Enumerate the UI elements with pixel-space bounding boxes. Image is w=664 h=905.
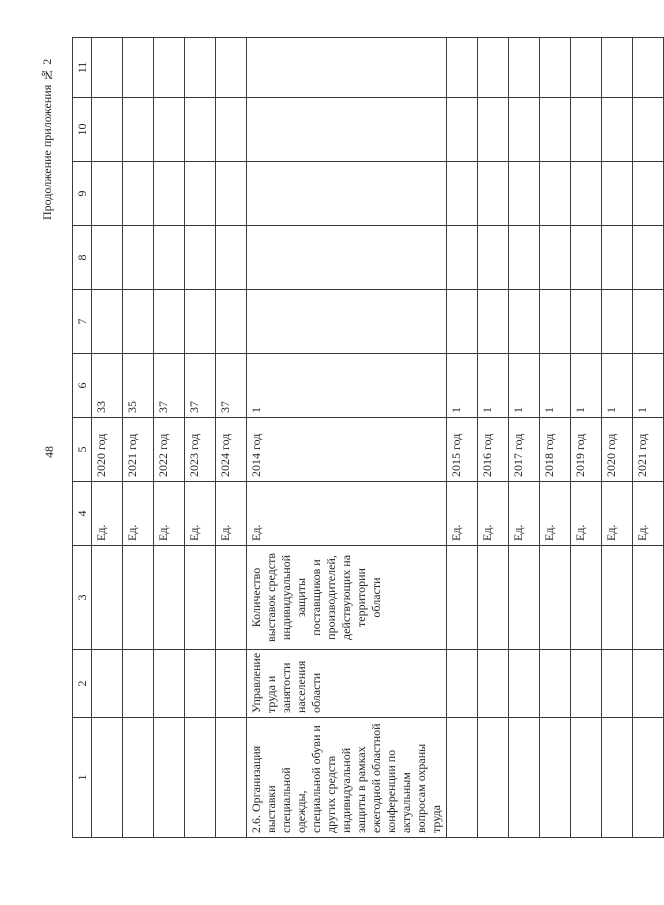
table-row	[216, 38, 247, 838]
cell-value: 1	[540, 354, 571, 418]
cell-col-8	[447, 226, 478, 290]
cell-col-8	[633, 226, 664, 290]
cell-col-11	[602, 38, 633, 98]
cell-executor	[185, 650, 216, 718]
cell-unit: Ед.	[602, 482, 633, 546]
cell-col-11	[185, 38, 216, 98]
cell-col-9	[185, 162, 216, 226]
cell-indicator	[602, 546, 633, 650]
cell-value: 1	[633, 354, 664, 418]
cell-col-10	[185, 98, 216, 162]
cell-unit: Ед.	[247, 482, 447, 546]
cell-indicator	[123, 546, 154, 650]
cell-event	[571, 718, 602, 838]
cell-col-9	[633, 162, 664, 226]
cell-year: 2014 год	[247, 418, 447, 482]
cell-col-9	[154, 162, 185, 226]
cell-col-8	[509, 226, 540, 290]
cell-event	[602, 718, 633, 838]
cell-event	[447, 718, 478, 838]
cell-value: 1	[447, 354, 478, 418]
cell-unit: Ед.	[92, 482, 123, 546]
cell-executor	[123, 650, 154, 718]
header-cell-8: 8	[73, 226, 92, 290]
cell-col-11	[123, 38, 154, 98]
cell-col-10	[447, 98, 478, 162]
appendix-table	[72, 37, 664, 838]
cell-col-10	[509, 98, 540, 162]
cell-value: 1	[602, 354, 633, 418]
cell-col-7	[123, 290, 154, 354]
cell-col-8	[123, 226, 154, 290]
cell-event	[509, 718, 540, 838]
cell-col-9	[478, 162, 509, 226]
header-cell-3: 3	[73, 546, 92, 650]
header-cell-6: 6	[73, 354, 92, 418]
cell-year: 2020 год	[602, 418, 633, 482]
cell-executor	[571, 650, 602, 718]
cell-col-11	[154, 38, 185, 98]
cell-unit: Ед.	[216, 482, 247, 546]
table-row	[478, 38, 509, 838]
table-row	[571, 38, 602, 838]
table-row	[92, 38, 123, 838]
cell-value: 1	[509, 354, 540, 418]
table-row	[447, 38, 478, 838]
cell-unit: Ед.	[509, 482, 540, 546]
cell-col-11	[571, 38, 602, 98]
cell-unit: Ед.	[154, 482, 185, 546]
page-number: 48	[42, 446, 56, 458]
cell-col-11	[216, 38, 247, 98]
cell-executor	[602, 650, 633, 718]
cell-indicator	[540, 546, 571, 650]
cell-unit: Ед.	[447, 482, 478, 546]
cell-event	[478, 718, 509, 838]
cell-col-9	[92, 162, 123, 226]
cell-event	[540, 718, 571, 838]
cell-unit: Ед.	[571, 482, 602, 546]
cell-col-7	[633, 290, 664, 354]
cell-year: 2024 год	[216, 418, 247, 482]
header-cell-1: 1	[73, 718, 92, 838]
cell-event: 2.6. Организация выставки специальной одежды, специальной обуви и других средств индивидуальной защиты в рамках ежегодной областной конференции по актуальным вопросам охраны труда	[247, 718, 447, 838]
cell-year: 2016 год	[478, 418, 509, 482]
cell-col-8	[478, 226, 509, 290]
cell-indicator	[154, 546, 185, 650]
cell-year: 2020 год	[92, 418, 123, 482]
cell-executor	[216, 650, 247, 718]
table-row	[633, 38, 664, 838]
cell-event	[154, 718, 185, 838]
cell-col-11	[247, 38, 447, 98]
cell-unit: Ед.	[185, 482, 216, 546]
cell-indicator	[92, 546, 123, 650]
cell-col-7	[247, 290, 447, 354]
cell-year: 2017 год	[509, 418, 540, 482]
cell-col-9	[447, 162, 478, 226]
cell-unit: Ед.	[123, 482, 154, 546]
header-row	[73, 38, 92, 838]
cell-executor	[92, 650, 123, 718]
table-row	[123, 38, 154, 838]
cell-event	[92, 718, 123, 838]
cell-col-8	[540, 226, 571, 290]
cell-executor	[478, 650, 509, 718]
cell-executor	[509, 650, 540, 718]
cell-executor	[633, 650, 664, 718]
table-body	[73, 38, 664, 838]
cell-col-11	[540, 38, 571, 98]
cell-col-10	[216, 98, 247, 162]
appendix-note: Продолжение приложения № 2	[40, 58, 54, 220]
cell-unit: Ед.	[478, 482, 509, 546]
cell-col-10	[571, 98, 602, 162]
cell-col-9	[247, 162, 447, 226]
header-cell-9: 9	[73, 162, 92, 226]
header-cell-4: 4	[73, 482, 92, 546]
cell-col-8	[154, 226, 185, 290]
cell-col-7	[509, 290, 540, 354]
cell-col-9	[216, 162, 247, 226]
cell-col-8	[602, 226, 633, 290]
cell-col-8	[185, 226, 216, 290]
cell-indicator	[571, 546, 602, 650]
cell-year: 2021 год	[123, 418, 154, 482]
cell-col-10	[154, 98, 185, 162]
cell-year: 2018 год	[540, 418, 571, 482]
table-row	[154, 38, 185, 838]
cell-value: 33	[92, 354, 123, 418]
cell-col-9	[540, 162, 571, 226]
cell-col-10	[540, 98, 571, 162]
cell-col-9	[571, 162, 602, 226]
cell-col-7	[602, 290, 633, 354]
cell-value: 37	[216, 354, 247, 418]
cell-indicator: Количество выставок средств индивидуальной защиты поставщиков и производителей, действующих на территории области	[247, 546, 447, 650]
cell-col-7	[154, 290, 185, 354]
cell-col-8	[92, 226, 123, 290]
cell-col-11	[509, 38, 540, 98]
cell-indicator	[216, 546, 247, 650]
cell-col-7	[447, 290, 478, 354]
cell-indicator	[447, 546, 478, 650]
table-row	[509, 38, 540, 838]
cell-event	[216, 718, 247, 838]
cell-year: 2021 год	[633, 418, 664, 482]
cell-unit: Ед.	[540, 482, 571, 546]
cell-year: 2015 год	[447, 418, 478, 482]
cell-value: 37	[185, 354, 216, 418]
cell-col-7	[478, 290, 509, 354]
table-row	[602, 38, 633, 838]
cell-col-10	[92, 98, 123, 162]
cell-event	[123, 718, 154, 838]
table-row	[540, 38, 571, 838]
cell-col-7	[540, 290, 571, 354]
cell-col-11	[478, 38, 509, 98]
cell-event	[633, 718, 664, 838]
cell-value: 1	[247, 354, 447, 418]
cell-col-10	[602, 98, 633, 162]
header-cell-11: 11	[73, 38, 92, 98]
cell-year: 2022 год	[154, 418, 185, 482]
cell-indicator	[633, 546, 664, 650]
cell-col-10	[123, 98, 154, 162]
cell-col-9	[123, 162, 154, 226]
cell-col-7	[185, 290, 216, 354]
cell-year: 2023 год	[185, 418, 216, 482]
cell-col-7	[571, 290, 602, 354]
cell-unit: Ед.	[633, 482, 664, 546]
cell-col-11	[447, 38, 478, 98]
cell-indicator	[478, 546, 509, 650]
cell-value: 35	[123, 354, 154, 418]
cell-executor	[447, 650, 478, 718]
table-row	[247, 38, 447, 838]
cell-col-11	[633, 38, 664, 98]
header-cell-10: 10	[73, 98, 92, 162]
cell-executor	[154, 650, 185, 718]
cell-col-8	[247, 226, 447, 290]
header-cell-5: 5	[73, 418, 92, 482]
cell-col-10	[633, 98, 664, 162]
header-cell-2: 2	[73, 650, 92, 718]
cell-col-7	[92, 290, 123, 354]
header-cell-7: 7	[73, 290, 92, 354]
table-sheet	[72, 38, 649, 838]
cell-value: 1	[478, 354, 509, 418]
cell-col-11	[92, 38, 123, 98]
cell-col-8	[571, 226, 602, 290]
table-row	[185, 38, 216, 838]
cell-col-9	[509, 162, 540, 226]
cell-col-10	[478, 98, 509, 162]
cell-indicator	[185, 546, 216, 650]
cell-col-9	[602, 162, 633, 226]
cell-col-7	[216, 290, 247, 354]
cell-event	[185, 718, 216, 838]
cell-value: 37	[154, 354, 185, 418]
cell-executor: Управление труда и занятости населения области	[247, 650, 447, 718]
cell-col-8	[216, 226, 247, 290]
cell-executor	[540, 650, 571, 718]
cell-col-10	[247, 98, 447, 162]
cell-value: 1	[571, 354, 602, 418]
cell-year: 2019 год	[571, 418, 602, 482]
cell-indicator	[509, 546, 540, 650]
